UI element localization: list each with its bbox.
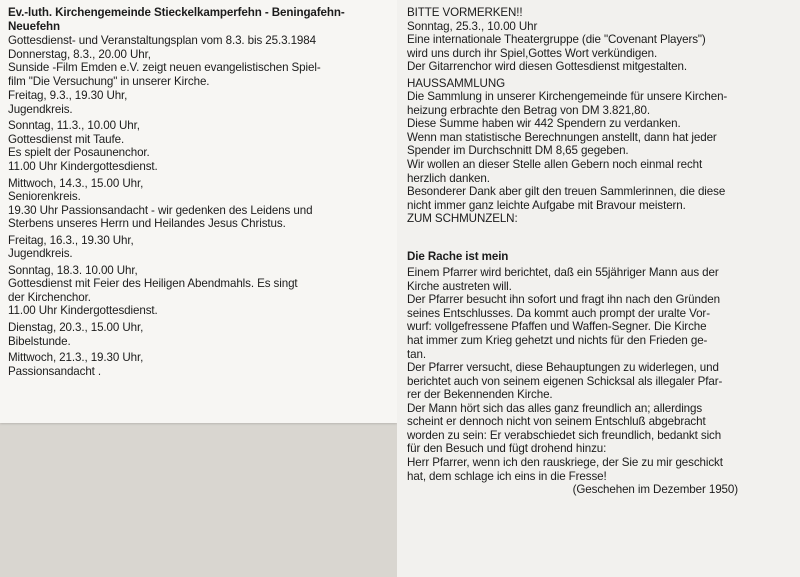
collection-line: Die Sammlung in unserer Kirchengemeinde für unsere Kirchen-: [407, 90, 728, 104]
notice-line: Sonntag, 25.3., 10.00 Uhr: [407, 19, 538, 33]
story-line: Der Pfarrer besucht ihn sofort und fragt ihn nach den Gründen: [407, 293, 720, 307]
parish-header-line-2: Neuefehn: [8, 19, 61, 33]
event-line: Seniorenkreis.: [8, 190, 81, 204]
event-line: 11.00 Uhr Kindergottesdienst.: [8, 160, 158, 174]
story-line: worden zu sein: Er verabschiedet sich freundlich, bedankt sich: [407, 428, 722, 442]
smile-title: ZUM SCHMUNZELN:: [407, 212, 518, 226]
collection-line: Diese Summe haben wir 442 Spendern zu verdanken.: [407, 117, 681, 131]
parish-header-line-1: Ev.-luth. Kirchengemeinde Stieckelkamperfehn - Beningafehn-: [8, 6, 345, 19]
story-line: für den Besuch und fügt drohend hinzu:: [407, 442, 607, 456]
story-line: scheint er dennoch nicht von seinem Entschluß abgebracht: [407, 415, 706, 429]
collection-line: nicht immer ganz leichte Aufgabe mit Bravour meistern.: [407, 198, 686, 212]
event-schedule: [8, 6, 389, 378]
event-date: Mittwoch, 14.3., 15.00 Uhr,: [8, 176, 144, 190]
collection-line: herzlich danken.: [407, 171, 490, 185]
story-line: Einem Pfarrer wird berichtet, daß ein 55jähriger Mann aus der: [407, 266, 719, 280]
story-line: seines Entschlusses. Da kommt auch prompt der uralte Vor-: [407, 306, 710, 320]
event-line: 11.00 Uhr Kindergottesdienst.: [8, 304, 158, 318]
page-backdrop: [0, 420, 397, 577]
notice-line: wird uns durch ihr Spiel,Gottes Wort verkündigen.: [407, 46, 658, 60]
event-line: Gottesdienst mit Taufe.: [8, 132, 125, 146]
event-line: der Kirchenchor.: [8, 290, 91, 304]
story-line: hat immer zum Krieg gehetzt und nichts für den Frieden ge-: [407, 334, 708, 348]
notice-line: Eine internationale Theatergruppe (die "Covenant Players"): [407, 33, 706, 47]
story-line: berichtet auch von seinem eigenen Schicksal als illegaler Pfar-: [407, 374, 723, 388]
event-line: 19.30 Uhr Passionsandacht - wir gedenken des Leidens und: [8, 203, 313, 217]
collection-line: Wenn man statistische Berechnungen anstellt, dann hat jeder: [407, 130, 717, 144]
notice-line: Der Gitarrenchor wird diesen Gottesdienst mitgestalten.: [407, 60, 687, 74]
story-line: rer der Bekennenden Kirche.: [407, 388, 553, 402]
story-line: Der Mann hört sich das alles ganz freundlich an; allerdings: [407, 401, 703, 415]
event-line: Passionsandacht .: [8, 364, 102, 378]
event-date: Mittwoch, 21.3., 19.30 Uhr,: [8, 351, 144, 365]
story-line: wurf: vollgefressene Pfaffen und Waffen-Segner. Die Kirche: [407, 320, 707, 334]
collection-title: HAUSSAMMLUNG: [407, 76, 506, 90]
event-line: Gottesdienst mit Feier des Heiligen Abendmahls. Es singt: [8, 277, 298, 291]
collection-line: Spender im Durchschnitt DM 8,65 gegeben.: [407, 144, 629, 158]
left-column: [0, 0, 397, 577]
event-date: Sonntag, 11.3., 10.00 Uhr,: [8, 119, 140, 133]
event-date: Freitag, 9.3., 19.30 Uhr,: [8, 89, 128, 103]
event-date: Dienstag, 20.3., 15.00 Uhr,: [8, 321, 144, 335]
schedule-title: Gottesdienst- und Veranstaltungsplan vom 8.3. bis 25.3.1984: [8, 34, 316, 48]
story-line: Kirche austreten will.: [407, 279, 512, 293]
collection-line: Wir wollen an dieser Stelle allen Gebern noch einmal recht: [407, 158, 703, 172]
event-date: Donnerstag, 8.3., 20.00 Uhr,: [8, 47, 151, 61]
event-line: Es spielt der Posaunenchor.: [8, 146, 150, 160]
event-line: Sterbens unseres Herrn und Heilandes Jesus Christus.: [8, 217, 286, 231]
story-line: hat, dem schlage ich eins in die Fresse!: [407, 469, 607, 483]
event-line: Jugendkreis.: [8, 247, 73, 261]
event-date: Sonntag, 18.3. 10.00 Uhr,: [8, 263, 138, 277]
collection-line: Besonderer Dank aber gilt den treuen Sammlerinnen, die diese: [407, 185, 726, 199]
story-line: Herr Pfarrer, wenn ich den rauskriege, der Sie zu mir geschickt: [407, 455, 723, 469]
story-footnote: (Geschehen im Dezember 1950): [572, 483, 738, 497]
story-line: tan.: [407, 347, 426, 361]
story-section: [407, 250, 790, 497]
story-title: Die Rache ist mein: [407, 249, 509, 263]
notice-title: BITTE VORMERKEN!!: [407, 6, 523, 19]
event-line: Bibelstunde.: [8, 334, 71, 348]
right-column: [397, 0, 800, 577]
collection-line: heizung erbrachte den Betrag von DM 3.821,80.: [407, 103, 650, 117]
collection-section: [407, 77, 790, 226]
event-line: Sunside -Film Emden e.V. zeigt neuen evangelistischen Spiel-: [8, 61, 321, 75]
event-line: Jugendkreis.: [8, 102, 73, 116]
event-line: film "Die Versuchung" in unserer Kirche.: [8, 74, 210, 88]
event-date: Freitag, 16.3., 19.30 Uhr,: [8, 233, 134, 247]
notice-section: [407, 6, 790, 77]
story-line: Der Pfarrer versucht, diese Behauptungen zu widerlegen, und: [407, 361, 719, 375]
